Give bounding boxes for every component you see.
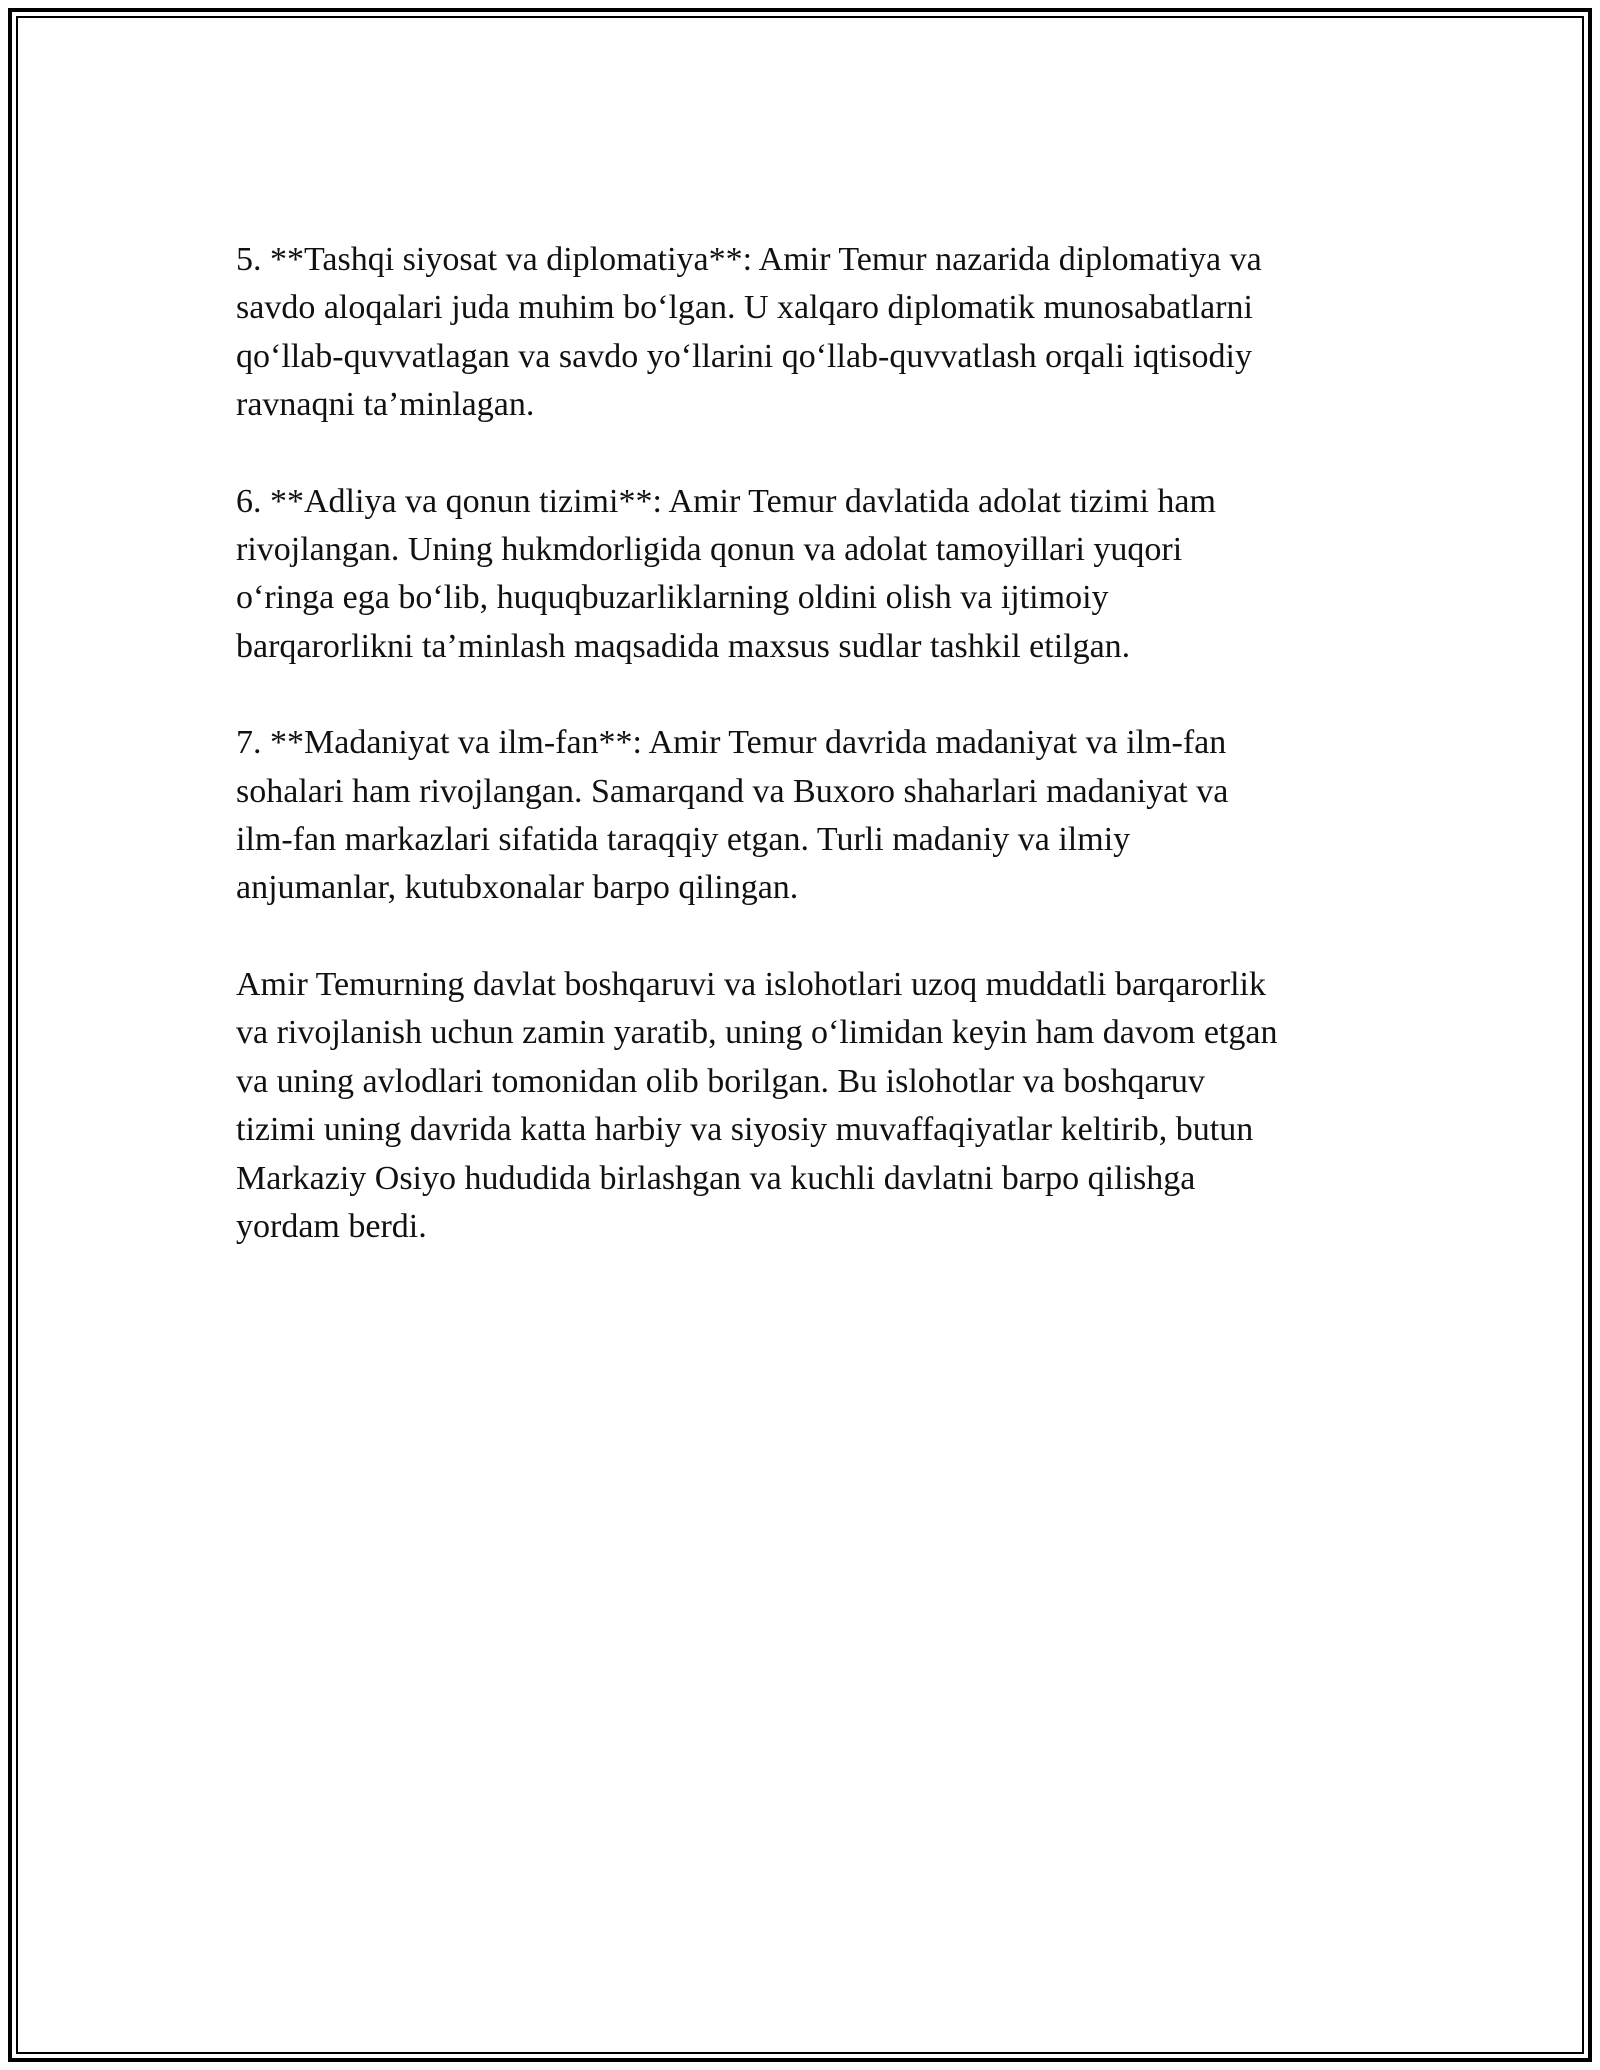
text-line: Amir Temurning davlat boshqaruvi va islohotlari uzoq muddatli barqarorlik [236, 965, 1266, 1003]
text-line: 5. **Tashqi siyosat va diplomatiya**: Amir Temur nazarida diplomatiya va [236, 241, 1262, 278]
text-line: va uning avlodlari tomonidan olib borilgan. Bu islohotlar va boshqaruv [236, 1062, 1205, 1100]
text-line: Markaziy Osiyo hududida birlashgan va kuchli davlatni barpo qilishga [236, 1159, 1196, 1197]
text-line: yordam berdi. [236, 1207, 427, 1245]
text-line: ravnaqni ta’minlagan. [236, 386, 535, 424]
text-line: 7. **Madaniyat va ilm-fan**: Amir Temur davrida madaniyat va ilm-fan [236, 724, 1227, 762]
paragraph-foreign-policy [236, 236, 1386, 430]
paragraph-justice-system [236, 478, 1386, 672]
text-line: anjumanlar, kutubxonalar barpo qilingan. [236, 869, 799, 907]
text-line: ilm-fan markazlari sifatida taraqqiy etgan. Turli madaniy va ilmiy [236, 821, 1131, 859]
text-line: savdo aloqalari juda muhim bo‘lgan. U xalqaro diplomatik munosabatlarni [236, 289, 1253, 327]
text-line: sohalari ham rivojlangan. Samarqand va Buxoro shaharlari madaniyat va [236, 772, 1229, 810]
paragraph-culture-science [236, 719, 1386, 913]
text-line: qo‘llab-quvvatlagan va savdo yo‘llarini qo‘llab-quvvatlash orqali iqtisodiy [236, 337, 1252, 375]
text-line: o‘ringa ega bo‘lib, huquqbuzarliklarning oldini olish va ijtimoiy [236, 579, 1109, 617]
text-line: 6. **Adliya va qonun tizimi**: Amir Temur davlatida adolat tizimi ham [236, 482, 1216, 520]
document-body [236, 236, 1386, 1299]
text-line: va rivojlanish uchun zamin yaratib, uning o‘limidan keyin ham davom etgan [236, 1014, 1278, 1052]
text-line: rivojlangan. Uning hukmdorligida qonun va adolat tamoyillari yuqori [236, 531, 1183, 569]
text-line: barqarorlikni ta’minlash maqsadida maxsus sudlar tashkil etilgan. [236, 627, 1131, 665]
paragraph-conclusion [236, 961, 1386, 1251]
text-line: tizimi uning davrida katta harbiy va siyosiy muvaffaqiyatlar keltirib, butun [236, 1111, 1254, 1149]
